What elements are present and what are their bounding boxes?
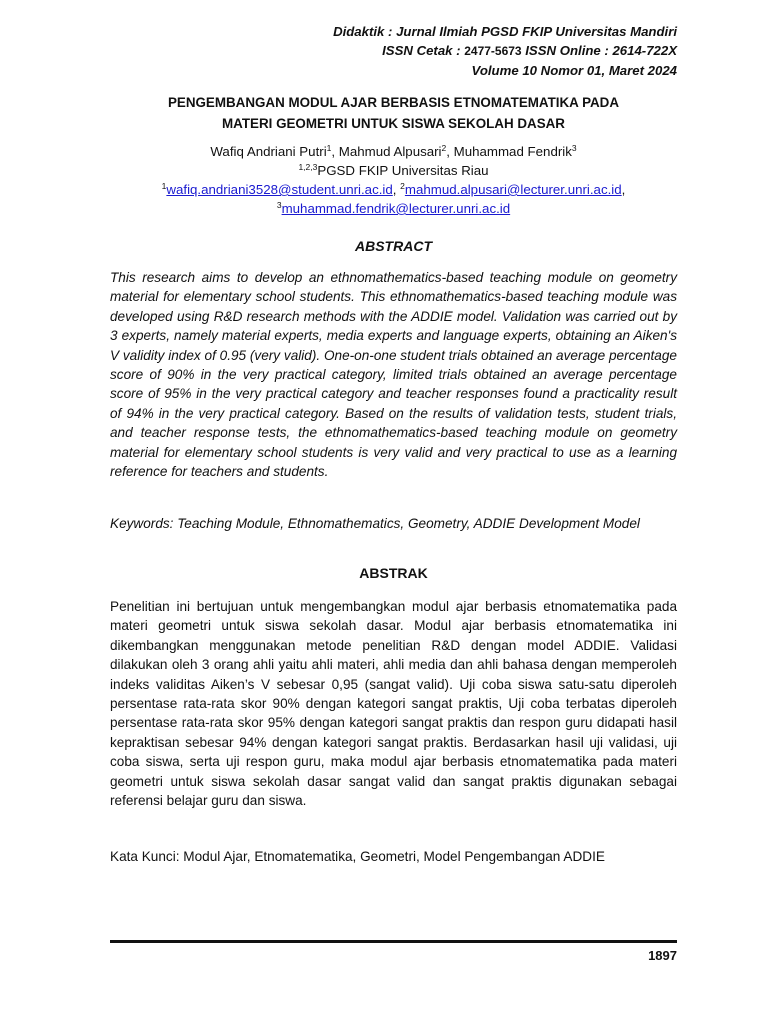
affiliation-name: PGSD FKIP Universitas Riau (317, 163, 489, 178)
author-3-sup: 3 (571, 143, 577, 153)
journal-header (110, 22, 677, 80)
affiliation-sup: 1,2,3 (298, 162, 318, 172)
author-1: Wafiq Andriani Putri (210, 144, 327, 159)
author-2-sup: 2 (441, 143, 447, 153)
abstrak-heading: ABSTRAK (359, 565, 428, 581)
issn-online: ISSN Online : 2614-722X (521, 43, 677, 58)
email-link-2[interactable]: mahmud.alpusari@lecturer.unri.ac.id (404, 182, 622, 197)
email-trailing-comma: , (621, 182, 626, 197)
affiliation (110, 161, 677, 180)
author-separator: , (331, 144, 339, 159)
title-line-1: PENGEMBANGAN MODUL AJAR BERBASIS ETNOMATEMATIKA PADA (167, 95, 620, 110)
author-3: Muhammad Fendrik (453, 144, 572, 159)
issn-print-label: ISSN Cetak : (382, 43, 465, 58)
email-line-2 (110, 199, 677, 218)
abstract-body: This research aims to develop an ethnomathematics-based teaching module on geometry material for elementary school students. This ethnomathematics-based teaching module was developed using R&D research methods with the ADDIE model. Validation was carried out by 3 experts, namely material experts, media experts and language experts, obtaining an Aiken's V validity index of 0.95 (very valid). One-on-one student trials obtained an average percentage score of 90% in the very practical category, limited trials obtained an average percentage score of 95% in the very practical category and teacher responses found a practicality result of 94% in the very practical category. Based on the results of validation tests, student trials, and teacher response tests, the ethnomathematics-based teaching module on geometry material for elementary school students is very valid and very practical to use as a learning reference for teachers and students. (110, 270, 677, 480)
email-1-sup: 1 (161, 181, 167, 191)
footer-divider (110, 940, 677, 943)
issn-line (110, 41, 677, 61)
abstract-heading: ABSTRACT (355, 238, 432, 254)
title-line-2: MATERI GEOMETRI UNTUK SISWA SEKOLAH DASAR (222, 116, 565, 131)
author-names (110, 142, 677, 161)
email-link-1[interactable]: wafiq.andriani3528@student.unri.ac.id (166, 182, 393, 197)
keywords-english: Keywords: Teaching Module, Ethnomathematics, Geometry, ADDIE Development Model (110, 516, 640, 531)
journal-name: Didaktik : Jurnal Ilmiah PGSD FKIP Universitas Mandiri (333, 24, 677, 39)
page-number: 1897 (648, 948, 677, 963)
email-2-sup: 2 (400, 181, 405, 191)
abstrak-body: Penelitian ini bertujuan untuk mengembangkan modul ajar berbasis etnomatematika pada materi geometri untuk siswa sekolah dasar. Modul ajar berbasis etnomatematika ini dikembangkan menggunakan metode penelitian R&D dengan model ADDIE. Validasi dilakukan oleh 3 orang ahli yaitu ahli materi, ahli media dan ahli bahasa dengan memperoleh indeks validitas Aiken’s V sebesar 0,95 (sangat valid). Uji coba siswa satu-satu diperoleh persentase rata-rata skor 90% dengan kategori sangat praktis, Uji coba terbatas diperoleh persentase rata-rata skor 95% dengan kategori sangat praktis dan respon guru didapati hasil kepraktisan sebesar 94% dengan kategori sangat praktis. Berdasarkan hasil uji validasi, uji coba siswa, serta uji respon guru, maka modul ajar berbasis etnomatematika pada materi geometri untuk siswa sekolah dasar sangat valid dan sangat praktis digunakan sebagai referensi belajar guru dan siswa. (110, 599, 677, 809)
email-separator: , (392, 182, 401, 197)
issn-print-number: 2477-5673 (464, 44, 522, 58)
email-line-1 (110, 180, 677, 199)
author-1-sup: 1 (326, 143, 332, 153)
author-block (110, 142, 677, 218)
author-separator: , (446, 144, 454, 159)
volume-line: Volume 10 Nomor 01, Maret 2024 (471, 63, 677, 78)
email-link-3[interactable]: muhammad.fendrik@lecturer.unri.ac.id (281, 201, 511, 216)
keywords-indonesian: Kata Kunci: Modul Ajar, Etnomatematika, Geometri, Model Pengembangan ADDIE (110, 849, 605, 864)
paper-page (110, 0, 677, 1024)
author-2: Mahmud Alpusari (338, 144, 442, 159)
paper-title (110, 92, 677, 134)
email-3-sup: 3 (276, 200, 282, 210)
